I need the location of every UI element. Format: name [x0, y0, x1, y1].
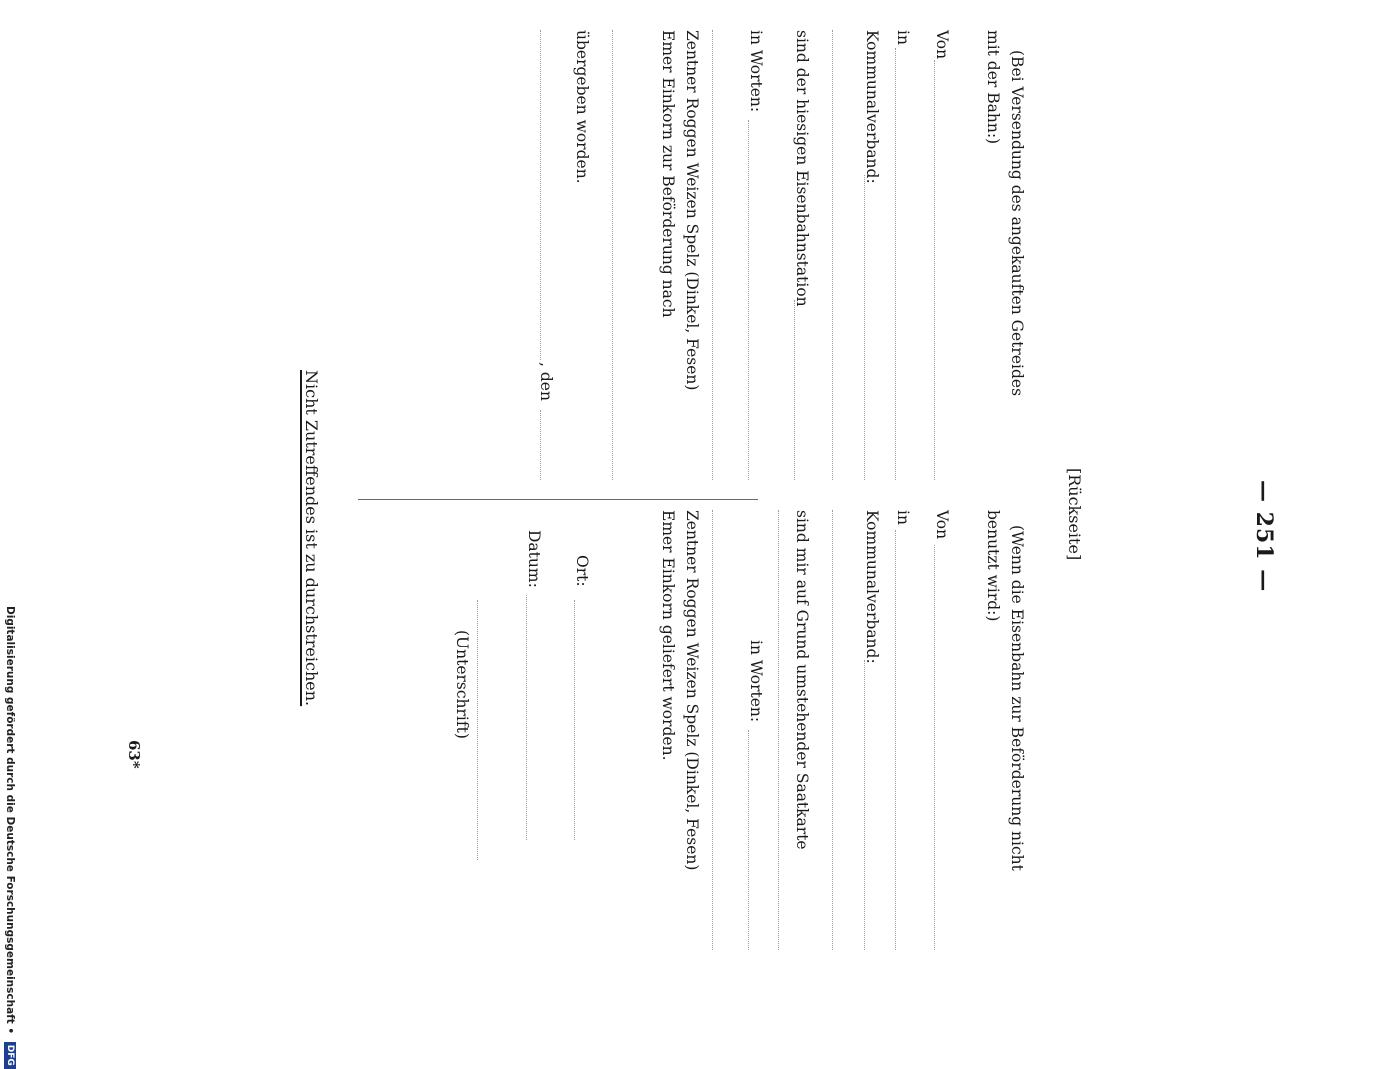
digitization-credit — [0, 606, 20, 1066]
right-in-line — [895, 530, 896, 950]
right-place-label: Ort: — [573, 555, 591, 587]
right-rail-note-2: benutzt wird:) — [984, 510, 1002, 622]
right-cargo-line-2: Emer Einkorn geliefert worden. — [659, 510, 677, 761]
right-municipal-extra-line — [832, 510, 833, 950]
left-handed-over: übergeben worden. — [573, 30, 591, 184]
right-municipal-label: Kommunalverband: — [863, 510, 881, 664]
left-rail-note-1: (Bei Versendung des angekauften Getreides — [1008, 50, 1026, 397]
right-seed-card-line: sind mir auf Grund umstehender Saatkarte — [793, 510, 811, 850]
right-from-label: Von — [933, 510, 951, 540]
credit-text: Digitalisierung gefördert durch die Deutsche Forschungsgemeinschaft • — [4, 606, 16, 1035]
right-seed-card-blank — [778, 510, 779, 950]
left-cargo-blank — [712, 30, 713, 480]
section-title: [Rückseite] — [1065, 468, 1084, 561]
right-place-line — [574, 600, 575, 840]
right-signature-label: (Unterschrift) — [453, 630, 471, 739]
right-rail-note-1: (Wenn die Eisenbahn zur Beförderung nicht — [1008, 525, 1026, 871]
left-cargo-line-1: Zentner Roggen Weizen Spelz (Dinkel, Fesen) — [683, 30, 701, 391]
left-municipal-label: Kommunalverband: — [863, 30, 881, 184]
right-date-line — [526, 595, 527, 840]
sheet-number: 63* — [125, 740, 143, 769]
right-from-line — [934, 545, 935, 950]
left-destination-line — [612, 30, 613, 480]
left-rail-note-2: mit der Bahn:) — [984, 30, 1002, 145]
dfg-logo: DFG — [4, 1042, 16, 1069]
left-in-label: in — [894, 30, 912, 45]
left-date-line: , den — [537, 362, 555, 401]
right-date-label: Datum: — [525, 530, 543, 588]
left-words-line — [748, 120, 749, 480]
left-date-blank — [540, 410, 541, 480]
left-from-label: Von — [933, 30, 951, 60]
right-words-label: in Worten: — [747, 640, 765, 723]
right-in-label: in — [894, 510, 912, 525]
right-municipal-line — [864, 660, 865, 950]
left-station-line-blank — [794, 300, 795, 480]
left-municipal-extra-line — [832, 30, 833, 480]
strike-through-note: Nicht Zutreffendes ist zu durchstreichen. — [302, 370, 321, 707]
right-signature-line — [477, 600, 478, 860]
left-cargo-line-2: Emer Einkorn zur Beförderung nach — [659, 30, 677, 318]
left-municipal-line — [864, 175, 865, 480]
right-words-line — [748, 730, 749, 950]
left-in-line — [895, 48, 896, 480]
left-station-line: sind der hiesigen Eisenbahnstation — [793, 30, 811, 307]
left-from-line — [934, 60, 935, 480]
right-cargo-blank — [712, 510, 713, 950]
page-number: — 251 — — [1251, 480, 1277, 593]
left-words-label: in Worten: — [747, 30, 765, 113]
column-divider — [358, 499, 758, 500]
right-cargo-line-1: Zentner Roggen Weizen Spelz (Dinkel, Fesen) — [683, 510, 701, 871]
left-place-line — [540, 30, 541, 360]
